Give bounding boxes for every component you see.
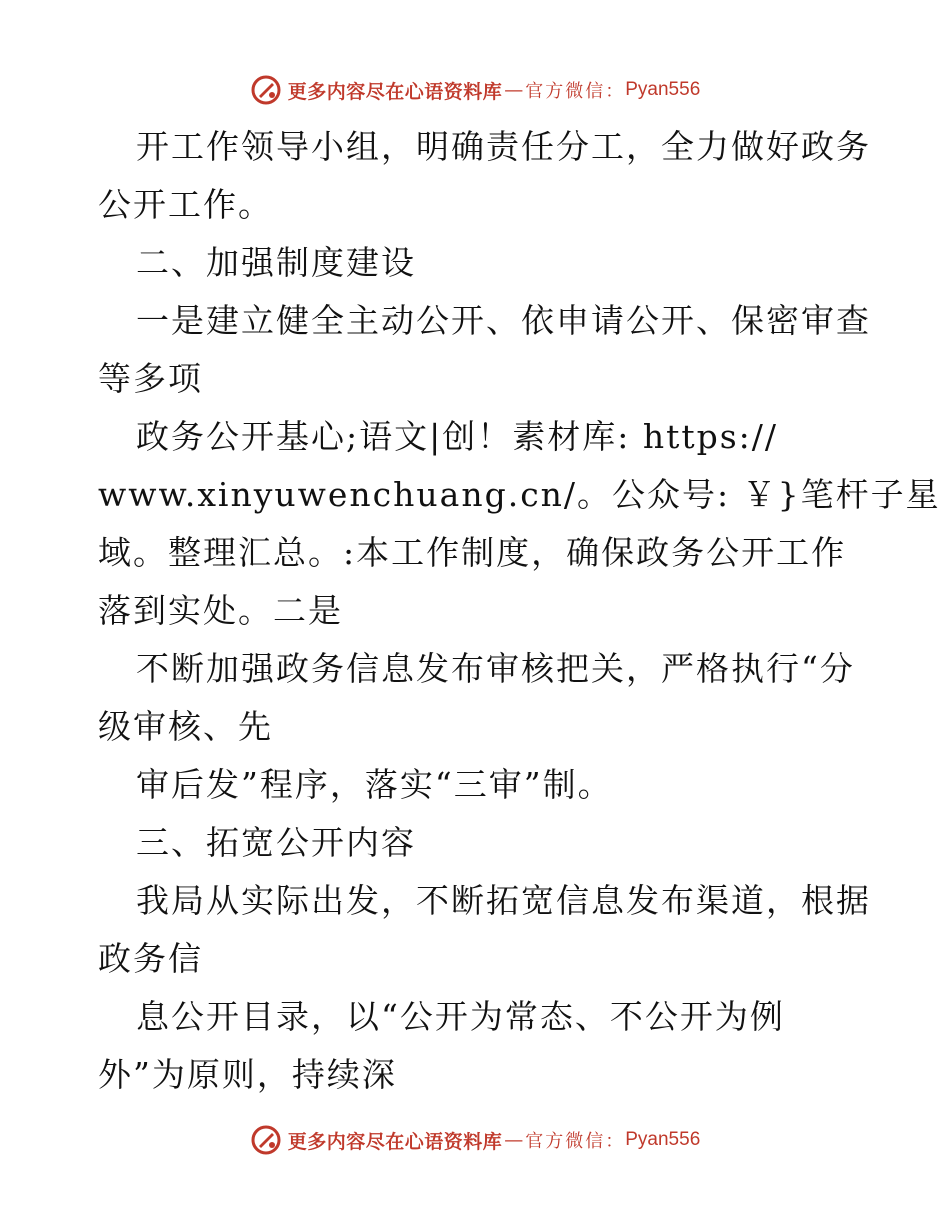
- body-line: 审后发”程序，落实“三审”制。: [136, 765, 613, 804]
- body-line: 开工作领导小组，明确责任分工，全力做好政务: [136, 127, 871, 166]
- body-line: 级审核、先: [98, 707, 273, 746]
- footer-dash: —: [504, 1129, 524, 1151]
- page-header: [0, 72, 950, 108]
- section-heading: 二、加强制度建设: [136, 243, 416, 282]
- brand-logo-icon: [250, 1124, 282, 1156]
- body-line: 公开工作。: [98, 185, 273, 224]
- header-brand-text: 更多内容尽在心语资料库: [287, 80, 503, 103]
- page-footer: [0, 1122, 950, 1158]
- body-line: 外”为原则，持续深: [98, 1055, 397, 1094]
- header-wechat-label: 官方微信：: [525, 81, 626, 102]
- body-line: 不断加强政务信息发布审核把关，严格执行“分: [136, 649, 855, 688]
- body-line: 政务公开基心;语文|创！素材库: https://: [136, 417, 779, 456]
- body-line: 我局从实际出发，不断拓宽信息发布渠道，根据: [136, 881, 871, 920]
- footer-wechat-label: 官方微信：: [525, 1131, 626, 1152]
- body-line: www.xinyuwenchuang.cn/。公众号: ￥}笔杆子星: [98, 475, 941, 514]
- footer-wechat-id: Pyan556: [625, 1129, 701, 1150]
- header-dash: —: [504, 79, 524, 101]
- section-heading: 三、拓宽公开内容: [136, 823, 416, 862]
- body-line: 域。整理汇总。:本工作制度，确保政务公开工作: [98, 533, 847, 572]
- body-line: 等多项: [98, 359, 203, 398]
- header-wechat-id: Pyan556: [625, 79, 701, 100]
- footer-brand-text: 更多内容尽在心语资料库: [287, 1130, 503, 1153]
- body-line: 一是建立健全主动公开、依申请公开、保密审查: [136, 301, 871, 340]
- body-line: 落到实处。二是: [98, 591, 343, 630]
- body-line: 息公开目录，以“公开为常态、不公开为例: [136, 997, 785, 1036]
- document-body: [98, 118, 941, 1104]
- body-line: 政务信: [98, 939, 203, 978]
- brand-logo-icon: [250, 74, 282, 106]
